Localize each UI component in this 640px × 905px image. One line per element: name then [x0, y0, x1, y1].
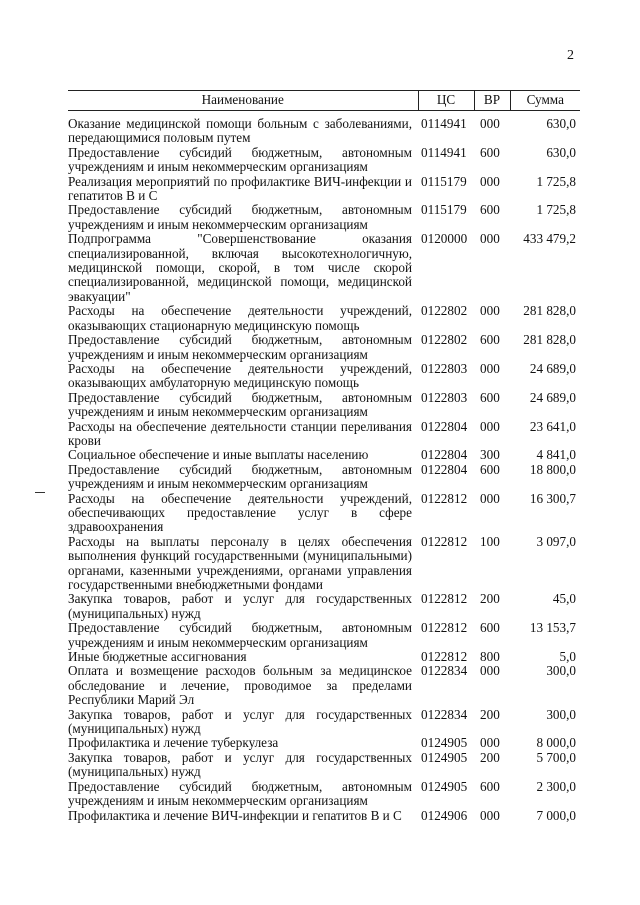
cell-sum: 7 000,0 [536, 807, 576, 823]
cell-cs: 0114941 [421, 116, 467, 131]
table-row [68, 664, 580, 707]
table-row [68, 736, 580, 750]
cell-name: Предоставление субсидий бюджетным, автономным учреждениям и иным некоммерческим организациям [68, 778, 412, 809]
page-number: 2 [567, 48, 574, 63]
cell-name: Расходы на обеспечение деятельности учреждений, оказывающих амбулаторную медицинскую помощь [68, 360, 412, 391]
budget-table-container [68, 90, 580, 823]
cell-cs: 0120000 [421, 231, 468, 247]
cell-name: Расходы на обеспечение деятельности станции переливания крови [68, 418, 412, 448]
cell-name: Предоставление субсидий бюджетным, автономным учреждениям и иным некоммерческим организациям [68, 461, 412, 492]
cell-sum: 2 300,0 [536, 778, 576, 794]
cell-vr: 000 [480, 735, 500, 751]
table-body [68, 111, 580, 823]
cell-vr: 600 [480, 461, 500, 477]
cell-sum: 23 641,0 [529, 418, 576, 434]
cell-vr: 600 [480, 202, 500, 218]
table-row [68, 304, 580, 333]
cell-vr: 000 [480, 418, 500, 434]
cell-sum: 300,0 [546, 706, 576, 722]
cell-vr: 000 [480, 360, 500, 376]
table-row [68, 463, 580, 492]
cell-name: Расходы на обеспечение деятельности учреждений, обеспечивающих предоставление услуг в сфере здравоохранения [68, 490, 412, 535]
table-row [68, 592, 580, 621]
cell-cs: 0124905 [421, 749, 468, 765]
cell-sum: 281 828,0 [523, 303, 576, 319]
table-row [68, 111, 580, 146]
cell-sum: 8 000,0 [536, 735, 576, 751]
cell-sum: 300,0 [546, 663, 576, 679]
cell-vr: 800 [480, 649, 500, 665]
cell-cs: 0122803 [421, 389, 468, 405]
cell-name: Закупка товаров, работ и услуг для государственных (муниципальных) нужд [68, 749, 412, 780]
cell-cs: 0122812 [421, 591, 468, 607]
cell-sum: 1 725,8 [536, 202, 576, 218]
cell-sum: 5 700,0 [536, 749, 576, 765]
cell-vr: 600 [480, 778, 500, 794]
cell-cs: 0122804 [421, 461, 468, 477]
cell-sum: 5,0 [559, 649, 576, 665]
cell-name: Предоставление субсидий бюджетным, автономным учреждениям и иным некоммерческим организациям [68, 144, 412, 175]
header-name: Наименование [68, 91, 418, 111]
cell-sum: 1 725,8 [536, 173, 576, 189]
budget-table [68, 90, 580, 823]
cell-name: Предоставление субсидий бюджетным, автономным учреждениям и иным некоммерческим организациям [68, 389, 412, 420]
cell-cs: 0124905 [421, 735, 468, 751]
table-row [68, 621, 580, 650]
table-row [68, 535, 580, 593]
cell-vr: 000 [480, 490, 500, 506]
table-row [68, 420, 580, 449]
cell-name: Закупка товаров, работ и услуг для государственных (муниципальных) нужд [68, 591, 412, 621]
cell-name: Закупка товаров, работ и услуг для государственных (муниципальных) нужд [68, 706, 412, 737]
cell-sum: 24 689,0 [529, 389, 576, 405]
cell-vr: 600 [480, 620, 500, 636]
cell-name: Реализация мероприятий по профилактике ВИЧ-инфекции и гепатитов В и С [68, 173, 412, 204]
cell-sum: 3 097,0 [536, 533, 576, 549]
table-row [68, 751, 580, 780]
table-row [68, 708, 580, 737]
cell-sum: 16 300,7 [529, 490, 576, 506]
cell-name: Оплата и возмещение расходов больным за медицинское обследование и лечение, проводимое за пределами Республики Марий Эл [68, 663, 412, 708]
cell-cs: 0122804 [421, 418, 468, 434]
table-row [68, 232, 580, 304]
cell-vr: 300 [480, 447, 500, 463]
cell-name: Оказание медицинской помощи больным с заболеваниями, передающимися половым путем [68, 116, 412, 146]
cell-name: Расходы на обеспечение деятельности учреждений, оказывающих стационарную медицинскую помощь [68, 303, 412, 333]
table-row [68, 492, 580, 535]
cell-name: Иные бюджетные ассигнования [68, 649, 247, 665]
cell-name: Предоставление субсидий бюджетным, автономным учреждениям и иным некоммерческим организациям [68, 620, 412, 650]
cell-cs: 0124905 [421, 778, 468, 794]
cell-vr: 000 [480, 807, 500, 823]
cell-vr: 200 [480, 591, 500, 607]
cell-name: Социальное обеспечение и иные выплаты населению [68, 447, 369, 463]
table-row [68, 809, 580, 823]
cell-vr: 000 [480, 303, 500, 319]
cell-name: Предоставление субсидий бюджетным, автономным учреждениям и иным некоммерческим организациям [68, 332, 412, 362]
cell-sum: 4 841,0 [536, 447, 576, 463]
cell-cs: 0122812 [421, 533, 468, 549]
table-row [68, 448, 580, 462]
table-header [68, 91, 580, 111]
cell-vr: 200 [480, 749, 500, 765]
cell-vr: 600 [480, 389, 500, 405]
cell-vr: 600 [480, 144, 500, 160]
cell-cs: 0122812 [421, 490, 468, 506]
cell-vr: 200 [480, 706, 500, 722]
table-row [68, 175, 580, 204]
cell-name: Подпрограмма "Совершенствование оказания специализированной, включая высокотехнологичную, медицинской помощи, скорой, в том числе скорой специализированной, медицинской помощи, медицинской эвакуации" [68, 231, 412, 304]
cell-cs: 0122802 [421, 332, 468, 348]
cell-cs: 0122804 [421, 447, 468, 463]
cell-name: Расходы на выплаты персоналу в целях обеспечения выполнения функций государственными (муниципальными) органами, казенными учреждениями, органами управления государственными внебюджетными фондами [68, 533, 412, 592]
cell-cs: 0114941 [421, 144, 467, 160]
cell-name: Профилактика и лечение туберкулеза [68, 735, 279, 751]
cell-cs: 0115179 [421, 173, 467, 189]
cell-cs: 0115179 [421, 202, 467, 218]
cell-vr: 000 [480, 663, 500, 679]
cell-sum: 630,0 [546, 116, 576, 131]
header-vr: ВР [474, 91, 510, 111]
table-row [68, 650, 580, 664]
cell-cs: 0122812 [421, 620, 468, 636]
header-cs: ЦС [418, 91, 474, 111]
cell-sum: 45,0 [552, 591, 576, 607]
table-row [68, 362, 580, 391]
cell-name: Предоставление субсидий бюджетным, автономным учреждениям и иным некоммерческим организациям [68, 202, 412, 232]
cell-sum: 433 479,2 [523, 231, 576, 247]
cell-sum: 281 828,0 [523, 332, 576, 348]
cell-cs: 0122834 [421, 663, 468, 679]
table-row [68, 203, 580, 232]
table-row [68, 391, 580, 420]
cell-cs: 0122802 [421, 303, 468, 319]
table-row [68, 146, 580, 175]
cell-vr: 100 [480, 533, 500, 549]
cell-cs: 0124906 [421, 807, 468, 823]
cell-vr: 600 [480, 332, 500, 348]
cell-vr: 000 [480, 231, 500, 247]
cell-cs: 0122834 [421, 706, 468, 722]
cell-sum: 13 153,7 [529, 620, 576, 636]
table-row [68, 780, 580, 809]
cell-vr: 000 [480, 173, 500, 189]
margin-mark [35, 492, 45, 493]
cell-cs: 0122803 [421, 360, 468, 376]
cell-sum: 18 800,0 [529, 461, 576, 477]
cell-sum: 24 689,0 [529, 360, 576, 376]
cell-sum: 630,0 [546, 144, 576, 160]
cell-name: Профилактика и лечение ВИЧ-инфекции и гепатитов В и С [68, 807, 402, 823]
header-sum: Сумма [510, 91, 580, 111]
cell-vr: 000 [480, 116, 500, 131]
table-row [68, 333, 580, 362]
cell-cs: 0122812 [421, 649, 468, 665]
